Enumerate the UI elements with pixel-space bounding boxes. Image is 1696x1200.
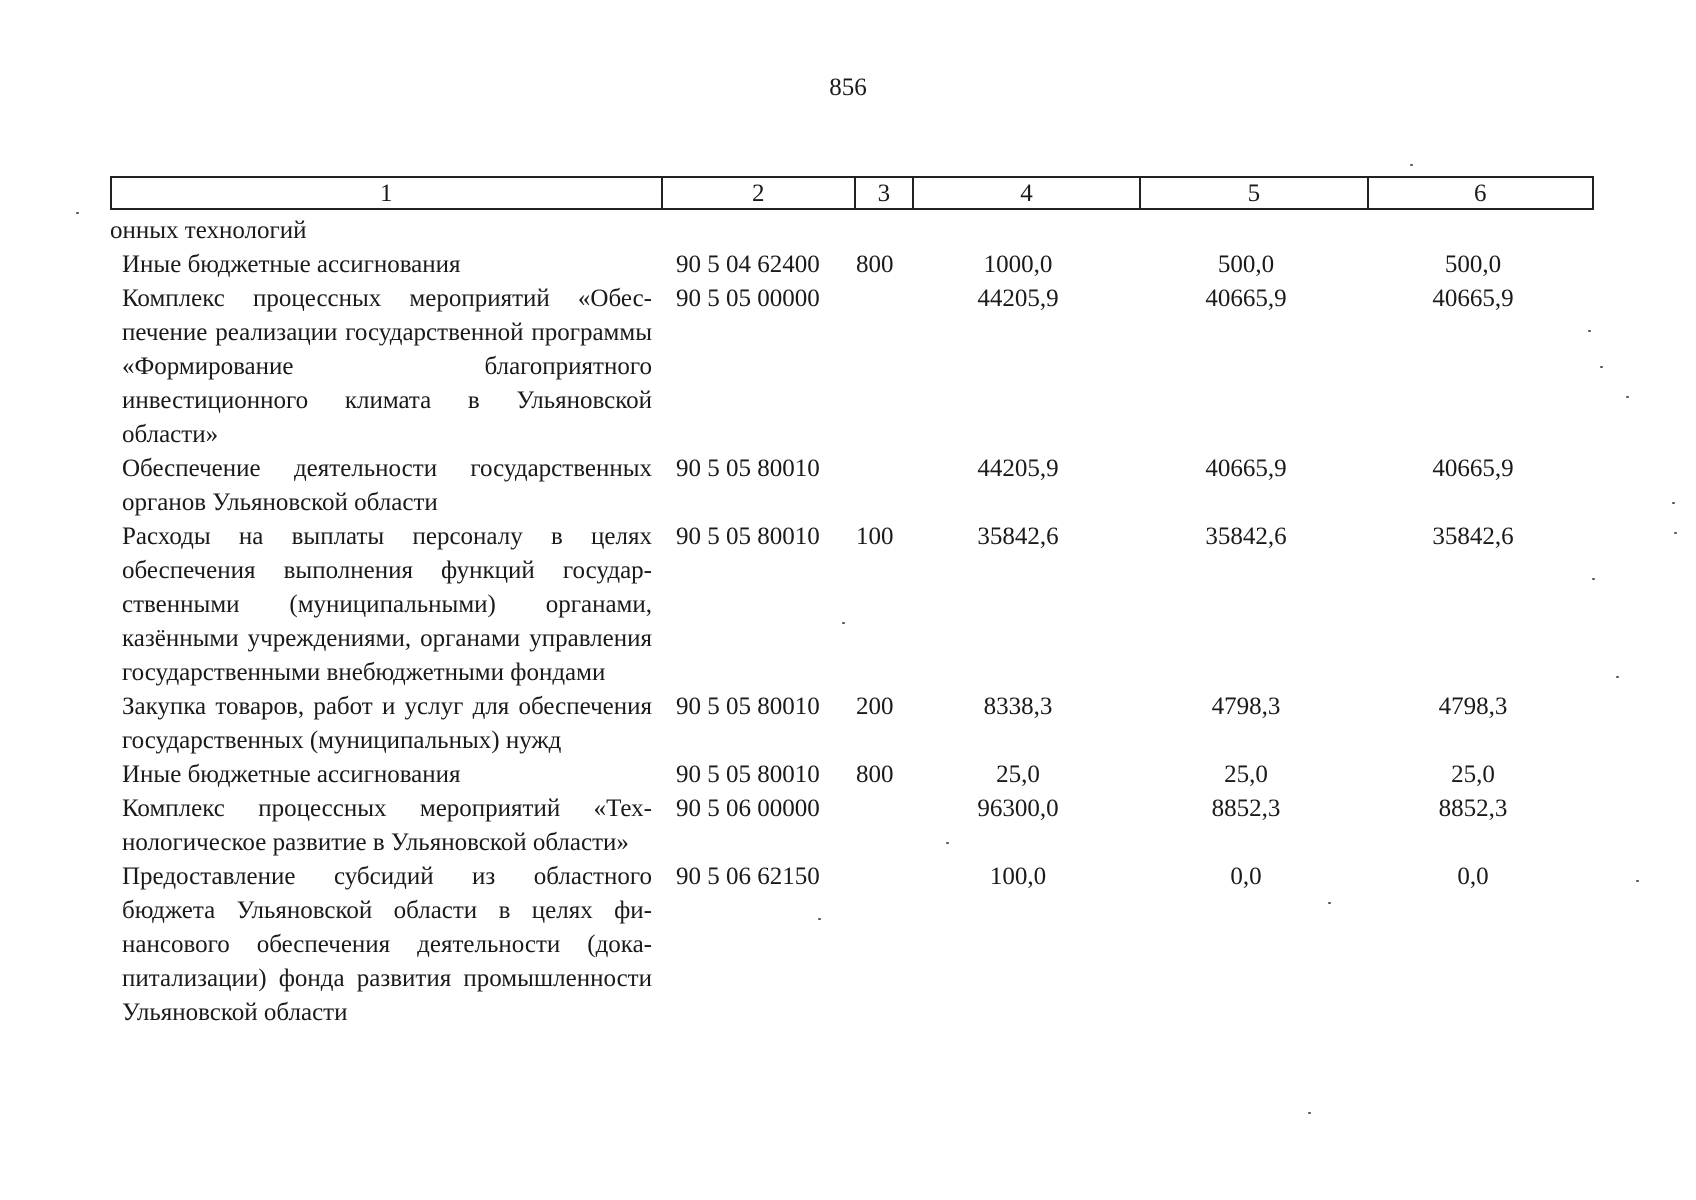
table-row (110, 248, 1594, 282)
table-body (110, 214, 1594, 1030)
row-code: 90 5 05 00000 (676, 285, 820, 312)
row-code: 90 5 05 80010 (676, 523, 820, 550)
scan-speck (1674, 532, 1677, 534)
row-type: 800 (856, 251, 894, 278)
row-value-5: 40665,9 (1205, 285, 1287, 312)
table-row (110, 860, 1594, 1030)
row-value-6: 0,0 (1457, 863, 1489, 890)
row-value-5: 0,0 (1230, 863, 1262, 890)
row-code: 90 5 06 62150 (676, 863, 820, 890)
row-name: Расходы на выплаты персоналу в целях обеспечения выполнения функций государственными (муниципальными) органами, казёнными учреждениями, органами управления государственными внебюджетными фондами (122, 523, 652, 686)
row-code: 90 5 04 62400 (676, 251, 820, 278)
row-value-5: 4798,3 (1211, 693, 1281, 720)
row-name: Предоставление субсидий из областного бюджета Ульяновской области в целях финансового обеспечения деятельности (докапитализации) фонда развития промышленности Ульяновской области (122, 863, 652, 1026)
row-value-5: 500,0 (1217, 251, 1275, 278)
header-cell-5: 5 (1141, 178, 1368, 208)
row-type: 200 (856, 693, 894, 720)
scan-speck (1672, 502, 1675, 504)
header-cell-1: 1 (112, 178, 663, 208)
row-type: 800 (856, 761, 894, 788)
row-value-4: 8338,3 (983, 693, 1053, 720)
row-code: 90 5 05 80010 (676, 761, 820, 788)
scan-speck (1592, 578, 1595, 580)
scan-speck (1308, 1112, 1311, 1114)
row-value-4: 100,0 (989, 863, 1047, 890)
scan-speck (818, 918, 821, 920)
header-cell-2: 2 (663, 178, 856, 208)
row-name: Закупка товаров, работ и услуг для обеспечения государственных (муниципальных) нужд (122, 693, 652, 754)
scan-speck (1588, 330, 1591, 332)
table-row (110, 792, 1594, 860)
row-value-6: 4798,3 (1438, 693, 1508, 720)
header-cell-3: 3 (856, 178, 914, 208)
row-value-5: 35842,6 (1205, 523, 1287, 550)
row-value-6: 25,0 (1451, 761, 1495, 788)
scan-speck (1328, 902, 1331, 904)
row-name: Иные бюджетные ассигнования (122, 251, 461, 278)
row-value-4: 35842,6 (977, 523, 1059, 550)
page-number: 856 (829, 74, 867, 101)
row-value-5: 40665,9 (1205, 455, 1287, 482)
scan-speck (1410, 164, 1413, 166)
table-row (110, 690, 1594, 758)
row-code: 90 5 05 80010 (676, 455, 820, 482)
row-value-6: 500,0 (1444, 251, 1502, 278)
row-name: Комплекс процессных мероприятий «Технологическое развитие в Ульяновской области» (122, 795, 652, 856)
scan-speck (1636, 880, 1639, 882)
table-row (110, 520, 1594, 690)
row-value-6: 40665,9 (1432, 455, 1514, 482)
row-value-4: 1000,0 (983, 251, 1053, 278)
row-value-6: 40665,9 (1432, 285, 1514, 312)
scan-speck (1626, 396, 1629, 398)
row-value-5: 8852,3 (1211, 795, 1281, 822)
scan-speck (946, 842, 949, 844)
table-row (110, 214, 1594, 248)
row-value-4: 25,0 (996, 761, 1040, 788)
row-value-4: 96300,0 (977, 795, 1059, 822)
row-value-6: 35842,6 (1432, 523, 1514, 550)
header-cell-6: 6 (1474, 180, 1487, 207)
scan-speck (1616, 676, 1619, 678)
table-row (110, 758, 1594, 792)
row-name: Обеспечение деятельности государственных органов Ульяновской области (122, 455, 652, 516)
row-type: 100 (856, 523, 894, 550)
row-name: Комплекс процессных мероприятий «Обеспечение реализации государственной программы «Формирование благоприятного инвестиционного климата в Ульяновской области» (122, 285, 652, 448)
row-value-5: 25,0 (1224, 761, 1268, 788)
table-row (110, 282, 1594, 452)
row-code: 90 5 06 00000 (676, 795, 820, 822)
row-value-6: 8852,3 (1438, 795, 1508, 822)
scan-speck (842, 622, 845, 624)
row-code: 90 5 05 80010 (676, 693, 820, 720)
row-value-4: 44205,9 (977, 455, 1059, 482)
row-name: онных технологий (110, 217, 307, 244)
scan-speck (76, 212, 79, 214)
scan-speck (1600, 366, 1603, 368)
table-row (110, 452, 1594, 520)
table-header (110, 176, 1594, 210)
row-name: Иные бюджетные ассигнования (122, 761, 461, 788)
row-value-4: 44205,9 (977, 285, 1059, 312)
header-cell-4: 4 (914, 178, 1141, 208)
